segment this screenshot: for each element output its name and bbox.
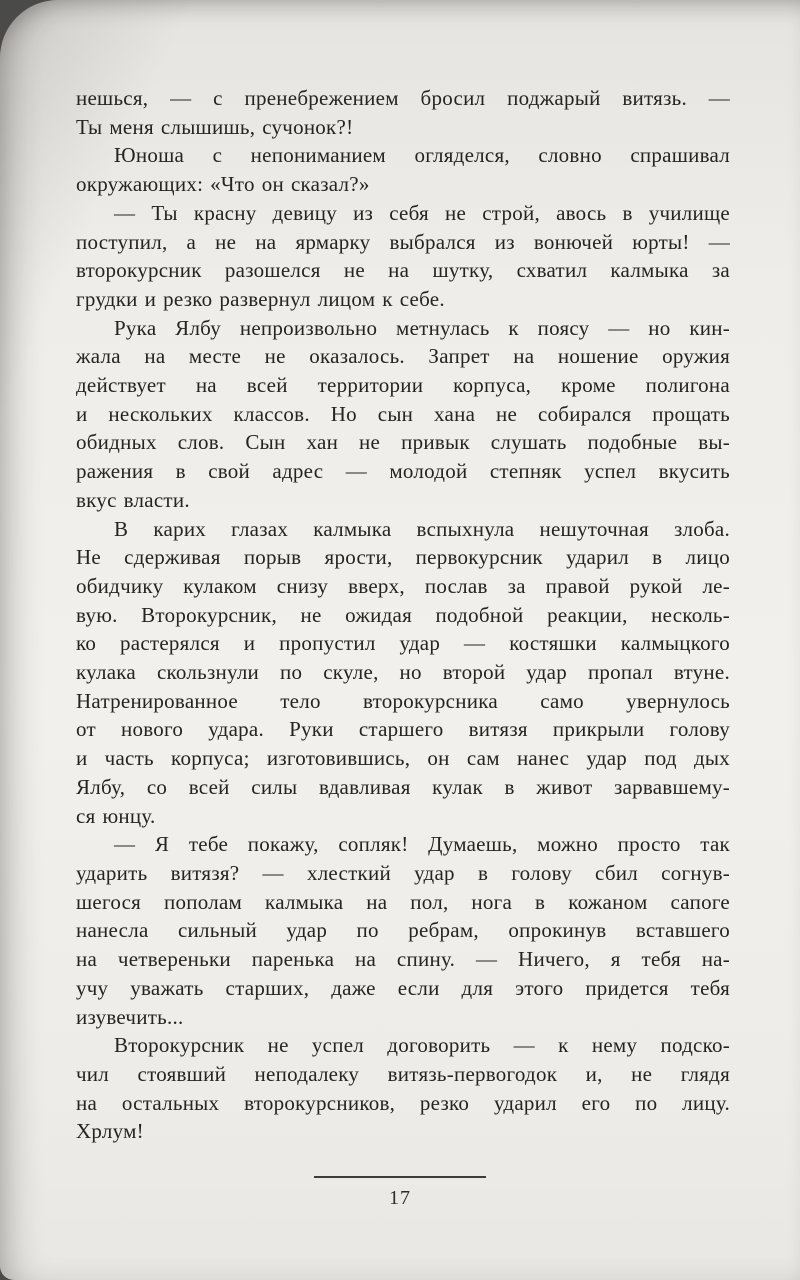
text-line: вую. Второкурсник, не ожидая подобной реакции, несколь- [76,602,730,627]
text-line: обидчику кулаком снизу вверх, послав за правой рукой ле- [76,573,730,598]
text-line: ся юнцу. [76,803,156,828]
text-line: Юноша с непониманием огляделся, словно спрашивал [114,143,730,168]
text-line: второкурсник разошелся не на шутку, схватил калмыка за [76,258,730,283]
text-line: окружающих: «Что он сказал?» [76,172,370,197]
text-line: на остальных второкурсников, резко ударил его по лицу. [76,1090,730,1115]
text-line: — Ты красну девицу из себя не строй, авось в училище [114,200,730,225]
paragraph [76,199,730,314]
text-line: вкус власти. [76,487,190,512]
text-line: кулака скользнули по скуле, но второй удар пропал втуне. [76,660,730,685]
text-block [76,84,730,1146]
text-line: ко растерялся и пропустил удар — костяшки калмыцкого [76,631,730,656]
text-line: ражения в свой адрес — молодой степняк успел вкусить [76,459,730,484]
text-line: Второкурсник не успел договорить — к нему подско- [114,1033,730,1058]
paragraph [76,515,730,831]
text-line: на четвереньки паренька на спину. — Ничего, я тебя на- [76,947,730,972]
paragraph [76,141,730,198]
paragraph [76,314,730,515]
text-line: Не сдерживая порыв ярости, первокурсник ударил в лицо [76,545,730,570]
text-line: Ты меня слышишь, сучонок?! [76,114,354,139]
text-line: Ялбу, со всей силы вдавливая кулак в живот зарвавшему- [76,774,730,799]
text-line: учу уважать старших, даже если для этого придется тебя [76,975,730,1000]
text-line: грудки и резко развернул лицом к себе. [76,286,445,311]
text-line: Хрлум! [76,1119,144,1144]
text-line: действует на всей территории корпуса, кроме полигона [76,373,730,398]
text-line: Натренированное тело второкурсника само увернулось [76,688,730,713]
text-line: изувечить... [76,1004,184,1029]
page-number: 17 [389,1187,411,1209]
text-line: В карих глазах калмыка вспыхнула нешуточная злоба. [114,516,730,541]
text-line: нанесла сильный удар по ребрам, опрокинув вставшего [76,918,730,943]
footer-divider [314,1176,486,1178]
text-line: и часть корпуса; изготовившись, он сам нанес удар под дых [76,746,730,771]
text-line: от нового удара. Руки старшего витязя прикрыли голову [76,717,730,742]
text-line: чил стоявший неподалеку витязь-первогодок и, не глядя [76,1061,730,1086]
text-line: жала на месте не оказалось. Запрет на ношение оружия [76,344,730,369]
text-line: и нескольких классов. Но сын хана не собирался прощать [76,401,730,426]
text-line: — Я тебе покажу, сопляк! Думаешь, можно просто так [114,832,730,857]
text-line: обидных слов. Сын хан не привык слушать подобные вы- [76,430,730,455]
text-line: шегося пополам калмыка на пол, нога в кожаном сапоге [76,889,730,914]
paragraph [76,1031,730,1146]
paragraph [76,84,730,141]
page-footer [0,1176,800,1210]
paragraph [76,830,730,1031]
text-line: нешься, — с пренебрежением бросил поджарый витязь. — [76,86,730,110]
text-line: ударить витязя? — хлесткий удар в голову сбил согнув- [76,860,730,885]
text-line: Рука Ялбу непроизвольно метнулась к поясу — но кин- [114,315,730,340]
text-line: поступил, а не на ярмарку выбрался из вонючей юрты! — [76,229,730,254]
